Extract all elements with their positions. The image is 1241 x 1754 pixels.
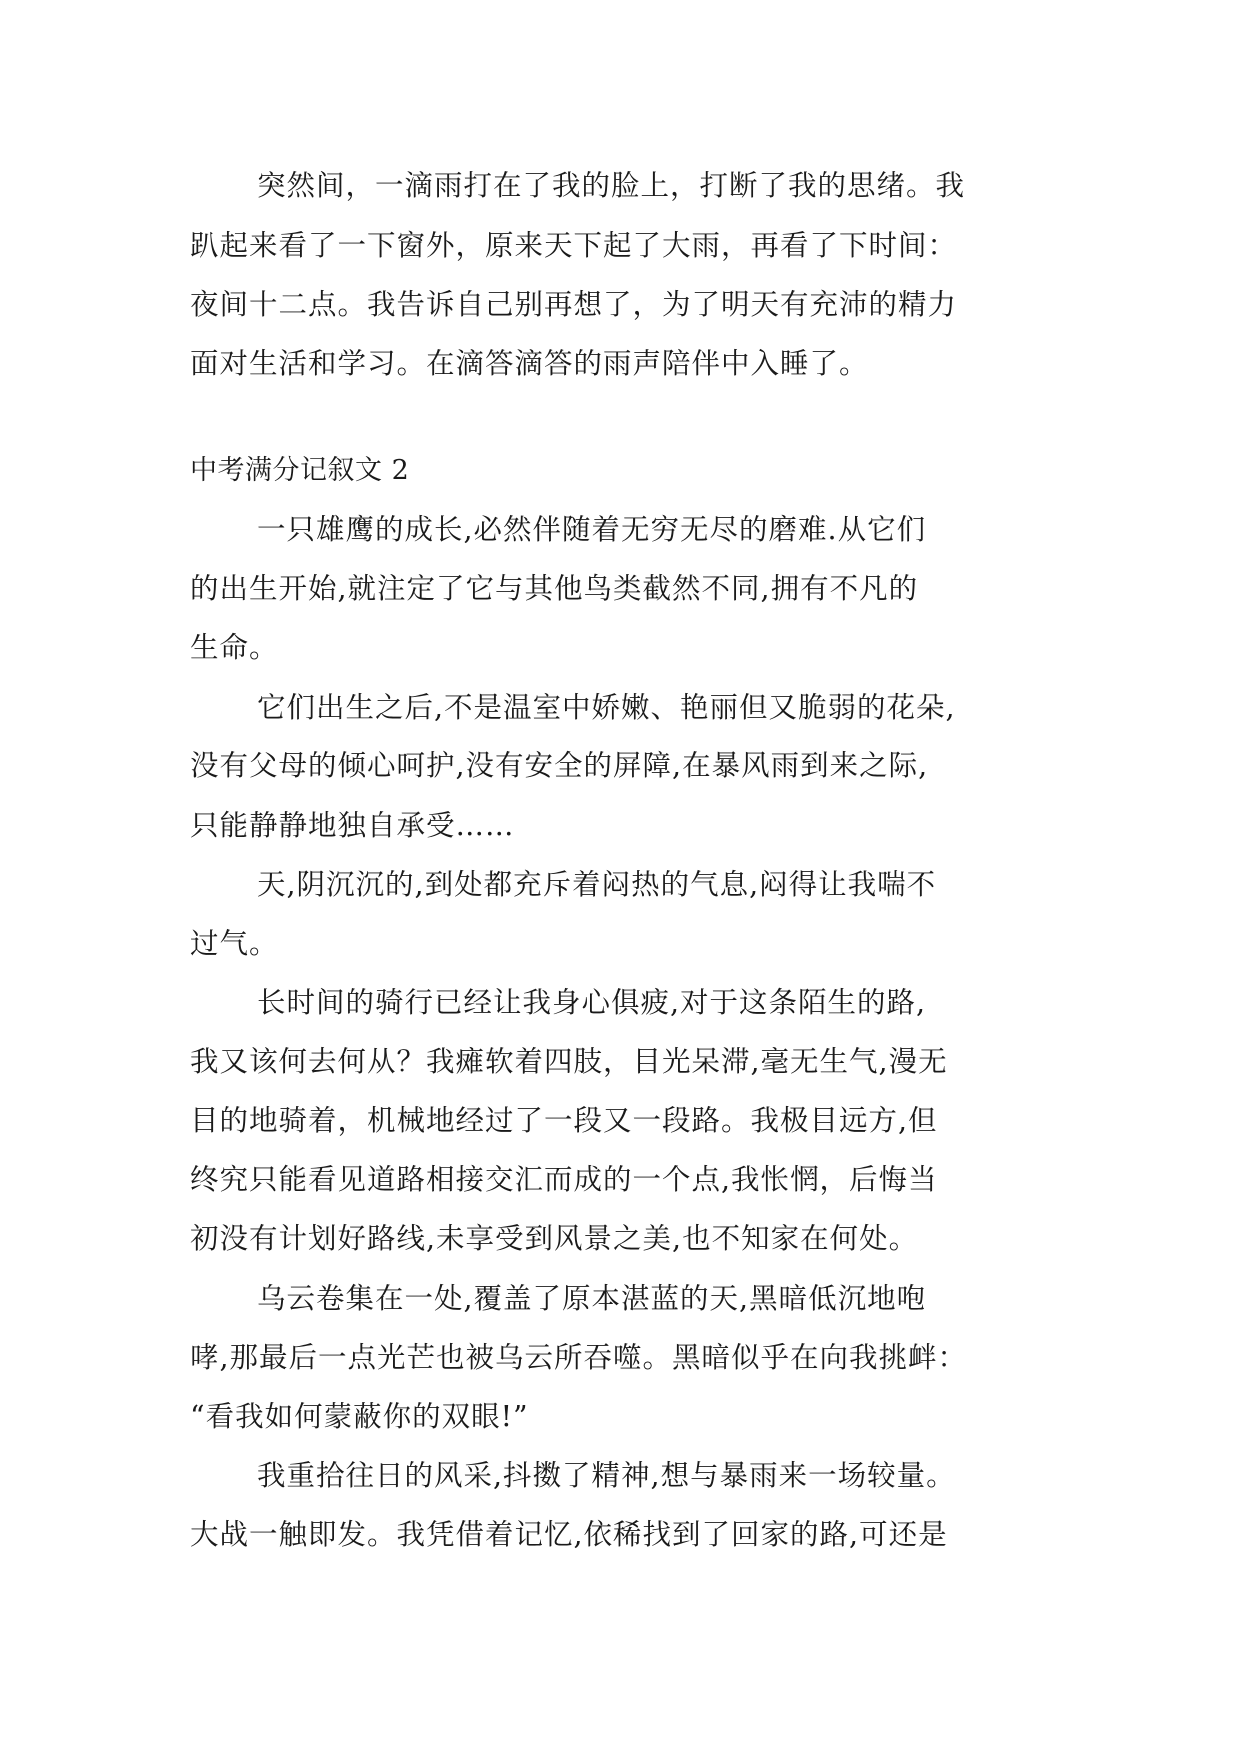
section-heading: 中考满分记叙文 2 <box>190 455 410 486</box>
paragraph-line: 我重拾往日的风采,抖擞了精神,想与暴雨来一场较量。 <box>257 1459 956 1492</box>
paragraph-line: 天,阴沉沉的,到处都充斥着闷热的气息,闷得让我喘不 <box>257 868 937 901</box>
paragraph-line: 生命。 <box>190 631 279 664</box>
paragraph-line: 的出生开始,就注定了它与其他鸟类截然不同,拥有不凡的 <box>190 572 919 605</box>
paragraph-line: 大战一触即发。我凭借着记忆,依稀找到了回家的路,可还是 <box>190 1518 948 1551</box>
paragraph-line: 长时间的骑行已经让我身心俱疲,对于这条陌生的路, <box>257 986 927 1019</box>
paragraph-line: 没有父母的倾心呵护,没有安全的屏障,在暴风雨到来之际, <box>190 749 929 782</box>
paragraph-line: 趴起来看了一下窗外，原来天下起了大雨，再看了下时间： <box>190 229 958 262</box>
paragraph-line: 初没有计划好路线,未享受到风景之美,也不知家在何处。 <box>190 1222 919 1255</box>
paragraph-line: “看我如何蒙蔽你的双眼!” <box>190 1400 529 1433</box>
paragraph-line: 突然间，一滴雨打在了我的脸上，打断了我的思绪。我 <box>257 169 966 202</box>
paragraph-line: 乌云卷集在一处,覆盖了原本湛蓝的天,黑暗低沉地咆 <box>257 1282 927 1315</box>
paragraph-line: 过气。 <box>190 927 279 960</box>
paragraph-line: 夜间十二点。我告诉自己别再想了，为了明天有充沛的精力 <box>190 288 958 321</box>
paragraph-line: 我又该何去何从？我瘫软着四肢，目光呆滞,毫无生气,漫无 <box>190 1045 948 1078</box>
paragraph-line: 只能静静地独自承受…… <box>190 809 515 842</box>
paragraph-line: 哮,那最后一点光芒也被乌云所吞噬。黑暗似乎在向我挑衅： <box>190 1341 968 1374</box>
paragraph-line: 它们出生之后,不是温室中娇嫩、艳丽但又脆弱的花朵, <box>257 691 956 724</box>
paragraph-line: 面对生活和学习。在滴答滴答的雨声陪伴中入睡了。 <box>190 347 869 380</box>
paragraph-line: 目的地骑着，机械地经过了一段又一段路。我极目远方,但 <box>190 1104 938 1137</box>
paragraph-line: 一只雄鹰的成长,必然伴随着无穷无尽的磨难.从它们 <box>257 513 927 546</box>
paragraph-line: 终究只能看见道路相接交汇而成的一个点,我怅惘，后悔当 <box>190 1163 938 1196</box>
